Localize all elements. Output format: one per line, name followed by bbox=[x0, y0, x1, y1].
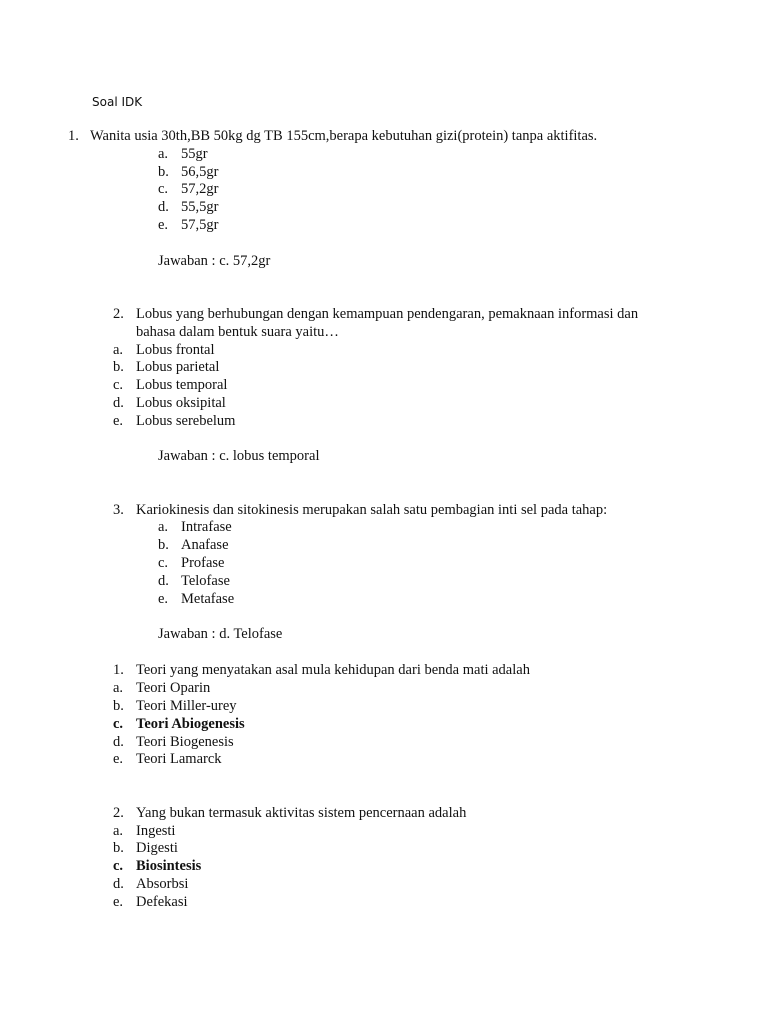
question-number: 3. bbox=[113, 502, 124, 518]
option-letter: e. bbox=[158, 591, 169, 607]
option-letter: d. bbox=[158, 573, 169, 589]
option-text: Anafase bbox=[181, 537, 229, 553]
option-letter: a. bbox=[113, 680, 124, 696]
option-text: Teori Lamarck bbox=[136, 751, 222, 767]
option-letter: d. bbox=[113, 734, 124, 750]
question-text: Kariokinesis dan sitokinesis merupakan salah satu pembagian inti sel pada tahap: bbox=[136, 502, 608, 518]
option-text: 55,5gr bbox=[181, 199, 219, 215]
answer-text: Jawaban : d. Telofase bbox=[158, 626, 283, 642]
option-letter: b. bbox=[113, 840, 124, 856]
question-number: 2. bbox=[113, 306, 124, 322]
answer-text: Jawaban : c. 57,2gr bbox=[158, 253, 271, 269]
option-text: 56,5gr bbox=[181, 164, 219, 180]
option-letter-correct: c. bbox=[113, 858, 124, 874]
option-text: Profase bbox=[181, 555, 225, 571]
option-letter: c. bbox=[113, 377, 124, 393]
question-text: Wanita usia 30th,BB 50kg dg TB 155cm,berapa kebutuhan gizi(protein) tanpa aktifitas. bbox=[90, 128, 598, 144]
option-text: Lobus parietal bbox=[136, 359, 220, 375]
option-text: Metafase bbox=[181, 591, 235, 607]
option-text: Ingesti bbox=[136, 823, 176, 839]
question-number: 1. bbox=[113, 662, 124, 678]
question-text: Yang bukan termasuk aktivitas sistem pencernaan adalah bbox=[136, 805, 467, 821]
option-letter: a. bbox=[158, 519, 169, 535]
option-letter: b. bbox=[158, 164, 169, 180]
option-letter: d. bbox=[113, 395, 124, 411]
option-text: Digesti bbox=[136, 840, 178, 856]
option-text: 57,5gr bbox=[181, 217, 219, 233]
question-text: Teori yang menyatakan asal mula kehidupan dari benda mati adalah bbox=[136, 662, 530, 678]
answer-text: Jawaban : c. lobus temporal bbox=[158, 448, 320, 464]
option-text: 55gr bbox=[181, 146, 208, 162]
option-text: 57,2gr bbox=[181, 181, 219, 197]
option-letter: e. bbox=[158, 217, 169, 233]
option-text: Teori Biogenesis bbox=[136, 734, 234, 750]
option-letter: b. bbox=[113, 359, 124, 375]
option-letter: e. bbox=[113, 413, 124, 429]
option-text: Defekasi bbox=[136, 894, 188, 910]
option-letter: b. bbox=[158, 537, 169, 553]
option-text: Intrafase bbox=[181, 519, 232, 535]
option-letter-correct: c. bbox=[113, 716, 124, 732]
option-text: Lobus temporal bbox=[136, 377, 228, 393]
option-letter: c. bbox=[158, 181, 169, 197]
question-number: 2. bbox=[113, 805, 124, 821]
option-text: Lobus serebelum bbox=[136, 413, 236, 429]
option-letter: c. bbox=[158, 555, 169, 571]
option-text: Teori Oparin bbox=[136, 680, 211, 696]
question-number: 1. bbox=[68, 128, 79, 144]
option-text-correct: Teori Abiogenesis bbox=[136, 716, 245, 732]
option-letter: e. bbox=[113, 751, 124, 767]
option-text: Absorbsi bbox=[136, 876, 189, 892]
option-letter: a. bbox=[113, 342, 124, 358]
option-text: Telofase bbox=[181, 573, 230, 589]
option-letter: a. bbox=[113, 823, 124, 839]
option-letter: d. bbox=[113, 876, 124, 892]
page-title: Soal IDK bbox=[92, 95, 143, 109]
option-letter: e. bbox=[113, 894, 124, 910]
question-text-line-2: bahasa dalam bentuk suara yaitu… bbox=[136, 324, 339, 340]
question-text-line-1: Lobus yang berhubungan dengan kemampuan pendengaran, pemaknaan informasi dan bbox=[136, 306, 639, 322]
option-letter: b. bbox=[113, 698, 124, 714]
option-text: Lobus frontal bbox=[136, 342, 215, 358]
option-letter: a. bbox=[158, 146, 169, 162]
option-text-correct: Biosintesis bbox=[136, 858, 202, 874]
option-text: Teori Miller-urey bbox=[136, 698, 237, 714]
option-letter: d. bbox=[158, 199, 169, 215]
option-text: Lobus oksipital bbox=[136, 395, 226, 411]
